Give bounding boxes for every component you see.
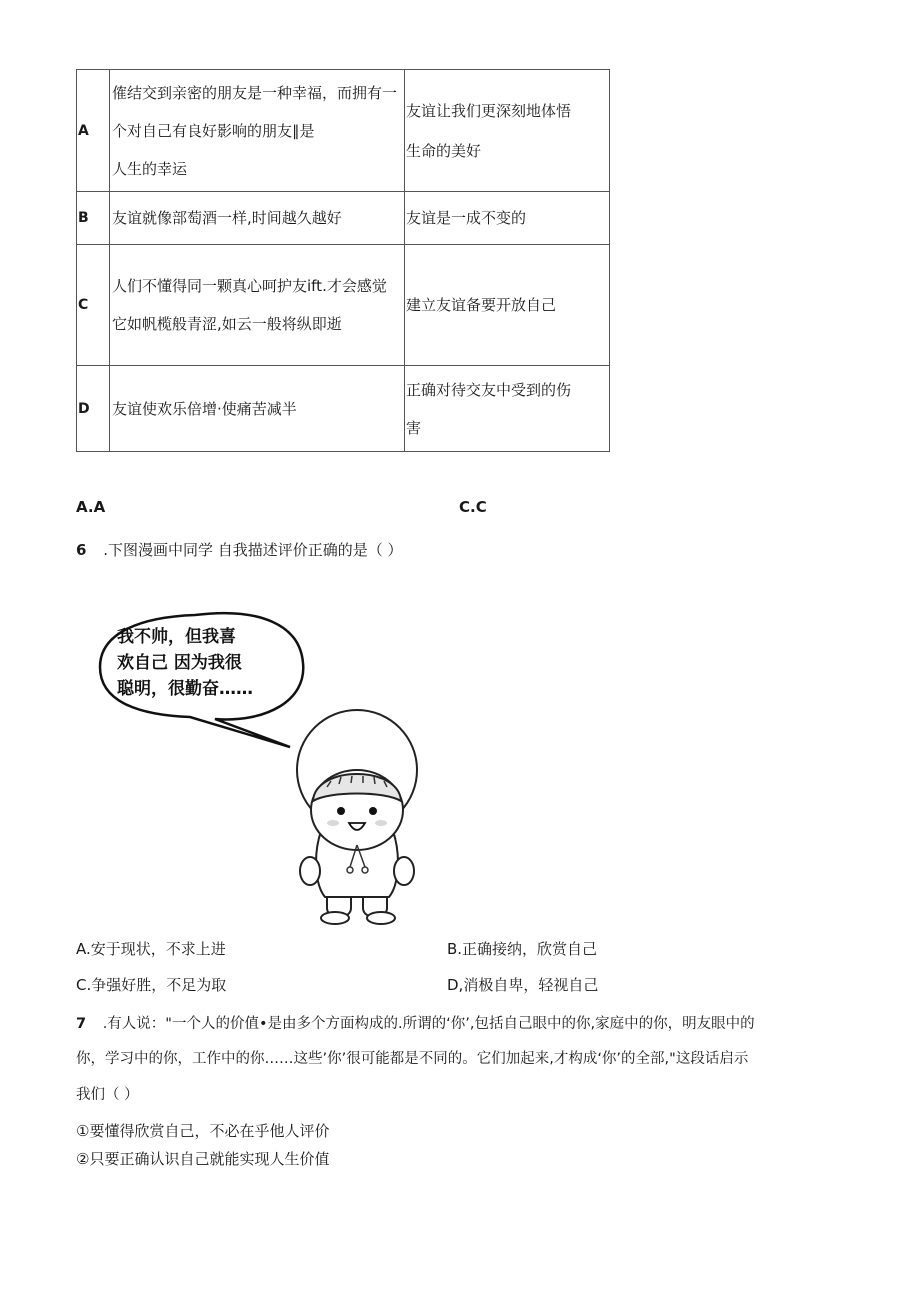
row-left-cell	[110, 245, 405, 366]
cell-line: 建立友谊备要开放自己	[406, 296, 557, 314]
cell-line: 人们不懂得同一颗真心呵护友ift.才会感觉	[112, 277, 387, 295]
cell-line: 人生的幸运	[112, 159, 188, 178]
left-cheek	[327, 820, 339, 826]
row-label: C	[77, 245, 110, 366]
bubble-line-2: 欢自己 因为我很	[117, 653, 242, 673]
right-eye	[369, 807, 377, 815]
bubble-line-1: 我不帅，但我喜	[117, 627, 236, 647]
comic-illustration	[95, 605, 435, 935]
cell-line: 友谊是一成不变的	[406, 209, 527, 227]
cell-line: 生命的美好	[406, 141, 482, 160]
q6-option-d[interactable]: D,消极自卑，轻视自己	[447, 976, 599, 994]
q6-stem: .下图漫画中同学 自我描述评价正确的是（ ）	[103, 541, 403, 559]
row-right-cell	[405, 192, 610, 245]
q7-number: 7	[76, 1016, 87, 1032]
row-label: A	[77, 70, 110, 192]
q6-option-c[interactable]: C.争强好胜，不足为取	[76, 976, 227, 994]
q7-line-3: 我们（ ）	[76, 1087, 139, 1103]
boy-character	[297, 710, 417, 924]
cell-line: 正确对待交友中受到的伤	[406, 380, 572, 399]
left-hand	[300, 857, 320, 885]
q6-number: 6	[76, 541, 87, 559]
cell-line: 傕结交到亲密的朋友是一种幸福，而拥有一	[112, 83, 398, 102]
q7-line-2: 你，学习中的你，工作中的你……这些’你’很可能都是不同的。它们加起来,才构成‘你’的全部,"这段话启示	[76, 1051, 749, 1067]
row-left-cell	[110, 192, 405, 245]
table-row-d	[77, 366, 610, 452]
table-row-c	[77, 245, 610, 366]
right-hand	[394, 857, 414, 885]
q6-option-a[interactable]: A.安于现状，不求上进	[76, 940, 226, 958]
cell-line: 它如帆榄般青涩,如云一般将纵即逝	[112, 315, 342, 333]
cell-line: 友谊让我们更深刻地体悟	[406, 101, 572, 120]
row-right-cell	[405, 366, 610, 452]
q7-statement-1: ①要懂得欣赏自己，不必在乎他人评价	[76, 1122, 330, 1140]
q7-line-1	[76, 1012, 755, 1033]
table-row-a	[77, 70, 610, 192]
row-left-cell	[110, 70, 405, 192]
q6-question	[76, 539, 403, 560]
cell-line: 友谊就像部萄酒一样,时间越久越好	[112, 209, 342, 227]
row-label: D	[77, 366, 110, 452]
row-left-cell	[110, 366, 405, 452]
cell-line: 害	[406, 418, 422, 437]
q5-option-a[interactable]: A.A	[76, 498, 106, 516]
row-label: B	[77, 192, 110, 245]
cell-line: 友谊使欢乐倍增·使痛苦减半	[112, 399, 297, 418]
q7-statement-2: ②只要正确认识自己就能实现人生价值	[76, 1150, 330, 1168]
q7-text: .有人说："一个人的价值•是由多个方面构成的.所谓的‘你’,包括自己眼中的你,家庭中的你，明友眼中的	[102, 1016, 755, 1032]
right-cheek	[375, 820, 387, 826]
q6-option-b[interactable]: B.正确接纳，欣赏自己	[447, 940, 598, 958]
left-shoe	[321, 912, 349, 924]
row-right-cell	[405, 245, 610, 366]
table-row-b	[77, 192, 610, 245]
row-right-cell	[405, 70, 610, 192]
bubble-line-3: 聪明，很勤奋……	[117, 679, 253, 699]
options-table	[76, 69, 610, 452]
cell-line: 个对自己有良好影响的朋友∥是	[112, 121, 315, 140]
q5-option-c[interactable]: C.C	[459, 498, 487, 516]
left-eye	[337, 807, 345, 815]
right-shoe	[367, 912, 395, 924]
